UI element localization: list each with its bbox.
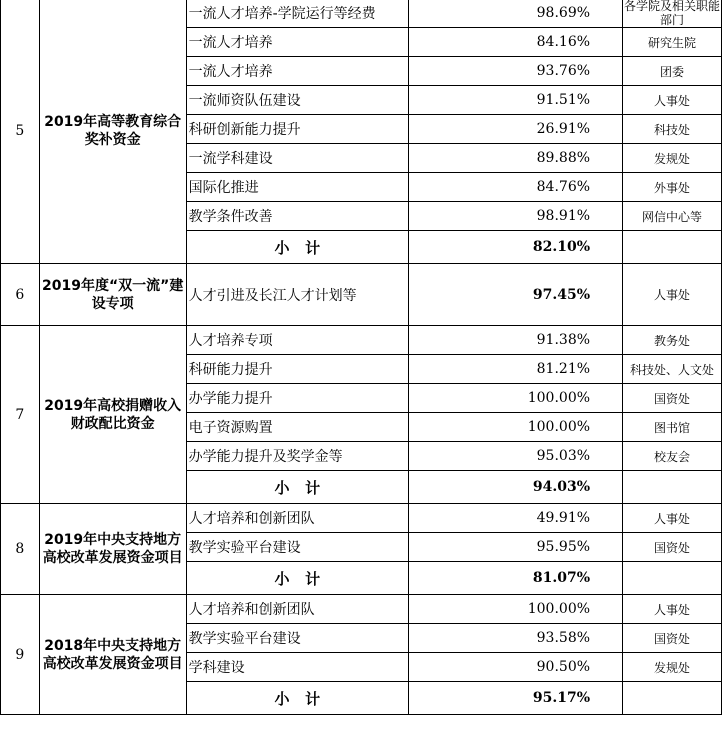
execution-rate: 93.58% <box>409 624 623 653</box>
department: 科技处 <box>623 115 722 144</box>
table-row <box>1 0 722 28</box>
execution-rate: 95.03% <box>409 442 623 471</box>
execution-rate: 100.00% <box>409 595 623 624</box>
execution-rate: 89.88% <box>409 144 623 173</box>
item-name: 一流人才培养-学院运行等经费 <box>186 0 409 28</box>
execution-rate: 98.91% <box>409 202 623 231</box>
item-name: 教学实验平台建设 <box>186 624 409 653</box>
department: 科技处、人文处 <box>623 355 722 384</box>
subtotal-rate: 82.10% <box>409 231 623 264</box>
item-name: 人才培养和创新团队 <box>186 595 409 624</box>
item-name: 一流人才培养 <box>186 28 409 57</box>
item-name: 人才培养和创新团队 <box>186 504 409 533</box>
execution-rate: 97.45% <box>409 264 623 326</box>
department: 人事处 <box>623 504 722 533</box>
item-name: 办学能力提升 <box>186 384 409 413</box>
item-name: 学科建设 <box>186 653 409 682</box>
department: 校友会 <box>623 442 722 471</box>
item-name: 人才培养专项 <box>186 326 409 355</box>
subtotal-label: 小 计 <box>186 231 409 264</box>
project-name: 2019年度“双一流”建设专项 <box>39 264 186 326</box>
group-number: 9 <box>1 595 40 715</box>
execution-rate: 91.51% <box>409 86 623 115</box>
department: 发规处 <box>623 653 722 682</box>
item-name: 办学能力提升及奖学金等 <box>186 442 409 471</box>
department: 团委 <box>623 57 722 86</box>
subtotal-label: 小 计 <box>186 562 409 595</box>
item-name: 科研能力提升 <box>186 355 409 384</box>
department: 国资处 <box>623 533 722 562</box>
empty-cell <box>623 562 722 595</box>
execution-rate: 26.91% <box>409 115 623 144</box>
department: 人事处 <box>623 595 722 624</box>
empty-cell <box>623 682 722 715</box>
execution-rate: 100.00% <box>409 413 623 442</box>
table-row <box>1 264 722 326</box>
execution-rate: 100.00% <box>409 384 623 413</box>
item-name: 电子资源购置 <box>186 413 409 442</box>
department: 发规处 <box>623 144 722 173</box>
execution-rate: 98.69% <box>409 0 623 28</box>
execution-rate: 81.21% <box>409 355 623 384</box>
department: 人事处 <box>623 86 722 115</box>
execution-rate: 93.76% <box>409 57 623 86</box>
execution-rate: 84.16% <box>409 28 623 57</box>
subtotal-label: 小 计 <box>186 682 409 715</box>
execution-rate: 49.91% <box>409 504 623 533</box>
project-name: 2019年中央支持地方高校改革发展资金项目 <box>39 504 186 595</box>
empty-cell <box>623 231 722 264</box>
group-number: 8 <box>1 504 40 595</box>
department: 研究生院 <box>623 28 722 57</box>
department: 国资处 <box>623 384 722 413</box>
department: 国资处 <box>623 624 722 653</box>
group-number: 7 <box>1 326 40 504</box>
table-row <box>1 326 722 355</box>
department: 图书馆 <box>623 413 722 442</box>
empty-cell <box>623 471 722 504</box>
item-name: 科研创新能力提升 <box>186 115 409 144</box>
execution-rate: 91.38% <box>409 326 623 355</box>
item-name: 一流人才培养 <box>186 57 409 86</box>
item-name: 教学条件改善 <box>186 202 409 231</box>
execution-rate: 84.76% <box>409 173 623 202</box>
subtotal-rate: 81.07% <box>409 562 623 595</box>
project-name: 2018年中央支持地方高校改革发展资金项目 <box>39 595 186 715</box>
project-name: 2019年高校捐赠收入财政配比资金 <box>39 326 186 504</box>
item-name: 国际化推进 <box>186 173 409 202</box>
department: 外事处 <box>623 173 722 202</box>
subtotal-label: 小 计 <box>186 471 409 504</box>
table-row <box>1 504 722 533</box>
subtotal-rate: 95.17% <box>409 682 623 715</box>
execution-rate: 90.50% <box>409 653 623 682</box>
department: 网信中心等 <box>623 202 722 231</box>
department: 人事处 <box>623 264 722 326</box>
table-row <box>1 595 722 624</box>
department: 教务处 <box>623 326 722 355</box>
department: 各学院及相关职能部门 <box>624 0 721 27</box>
subtotal-rate: 94.03% <box>409 471 623 504</box>
item-name: 一流学科建设 <box>186 144 409 173</box>
group-number: 5 <box>1 0 40 264</box>
project-name: 2019年高等教育综合奖补资金 <box>39 0 186 264</box>
execution-rate: 95.95% <box>409 533 623 562</box>
item-name: 人才引进及长江人才计划等 <box>186 264 409 326</box>
item-name: 教学实验平台建设 <box>186 533 409 562</box>
group-number: 6 <box>1 264 40 326</box>
item-name: 一流师资队伍建设 <box>186 86 409 115</box>
